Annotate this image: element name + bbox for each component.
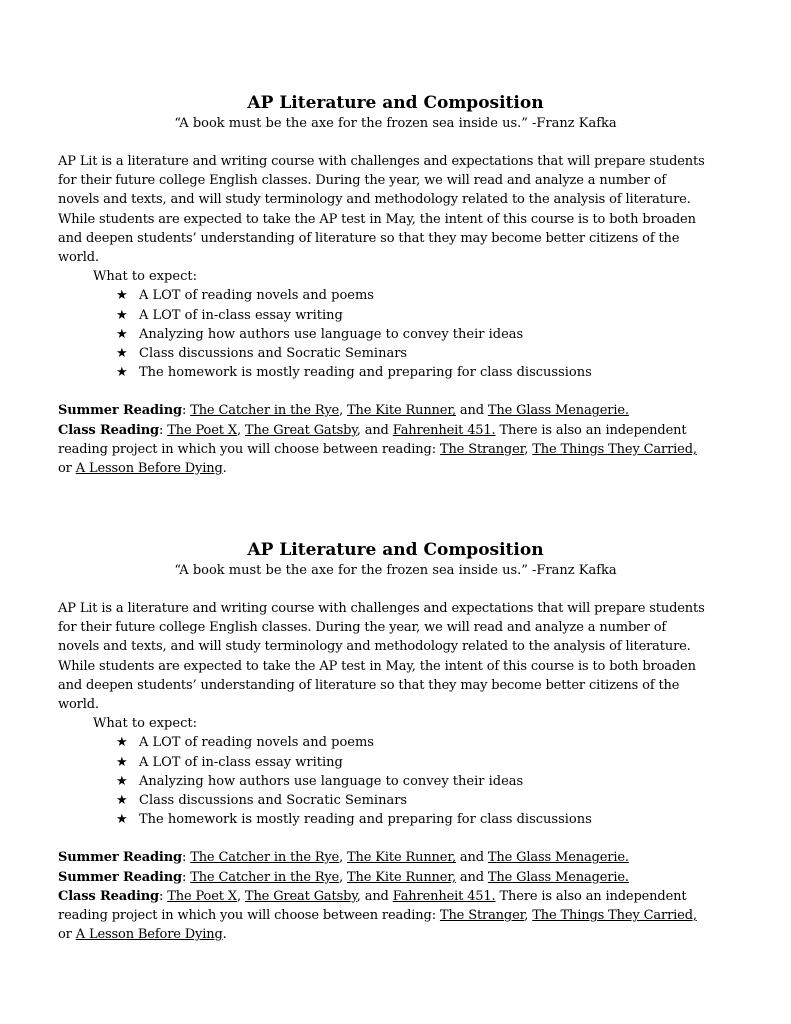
expect-list bbox=[58, 286, 708, 382]
list-item: ★ Analyzing how authors use language to convey their ideas bbox=[116, 772, 708, 791]
star-bullet-icon: ★ bbox=[116, 288, 128, 304]
book-link[interactable]: The Great Gatsby bbox=[244, 888, 357, 904]
book-link[interactable]: The Kite Runner, bbox=[347, 403, 456, 419]
book-link[interactable]: The Great Gatsby bbox=[244, 422, 357, 438]
book-link[interactable]: The Kite Runner, bbox=[347, 869, 456, 885]
page-title: AP Literature and Composition bbox=[247, 93, 544, 113]
list-item: ★ Class discussions and Socratic Seminars bbox=[116, 344, 708, 363]
book-link[interactable]: The Catcher in the Rye bbox=[190, 403, 340, 419]
page-title: AP Literature and Composition bbox=[247, 540, 544, 560]
list-item: ★ Analyzing how authors use language to convey their ideas bbox=[116, 325, 708, 344]
course-section-2 bbox=[58, 539, 708, 944]
book-link[interactable]: The Catcher in the Rye bbox=[190, 869, 340, 885]
star-bullet-icon: ★ bbox=[116, 326, 128, 342]
list-item: ★ The homework is mostly reading and preparing for class discussions bbox=[116, 363, 708, 382]
kafka-quote: “A book must be the axe for the frozen sea inside us.” -Franz Kafka bbox=[174, 116, 617, 131]
book-link[interactable]: The Glass Menagerie. bbox=[487, 869, 629, 885]
book-link[interactable]: The Glass Menagerie. bbox=[487, 403, 629, 419]
book-link[interactable]: The Things They Carried, bbox=[532, 441, 697, 457]
list-item: ★ The homework is mostly reading and preparing for class discussions bbox=[116, 810, 708, 829]
summer-reading-label: Summer Reading bbox=[58, 403, 182, 419]
summer-reading-line: Summer Reading: The Catcher in the Rye, The Kite Runner, and The Glass Menagerie. bbox=[58, 869, 629, 885]
list-item: ★ A LOT of reading novels and poems bbox=[116, 286, 708, 305]
book-link[interactable]: The Glass Menagerie. bbox=[487, 850, 629, 866]
book-link[interactable]: The Catcher in the Rye bbox=[190, 850, 340, 866]
summer-reading-line: Summer Reading: The Catcher in the Rye, The Kite Runner, and The Glass Menagerie. bbox=[58, 403, 629, 419]
kafka-quote: “A book must be the axe for the frozen sea inside us.” -Franz Kafka bbox=[174, 563, 617, 578]
star-bullet-icon: ★ bbox=[116, 754, 128, 770]
summer-reading-label: Summer Reading bbox=[58, 869, 182, 885]
course-section-1 bbox=[58, 92, 708, 478]
star-bullet-icon: ★ bbox=[116, 773, 128, 789]
book-link[interactable]: The Stranger bbox=[439, 908, 525, 924]
list-item: ★ Class discussions and Socratic Seminars bbox=[116, 791, 708, 810]
star-bullet-icon: ★ bbox=[116, 346, 128, 362]
course-description: AP Lit is a literature and writing course with challenges and expectations that will prepare students for their future college English classes. During the year, we will read and analyze a number of novels and texts, and will study terminology and methodology related to the analysis of literature. While students are expected to take the AP test in May, the intent of this course is to both broaden and deepen students’ understanding of literature so that they may become better citizens of the world. bbox=[58, 601, 705, 713]
independent-reading-text: There is also an independent reading project in which you will choose between reading: bbox=[58, 888, 687, 924]
book-link[interactable]: A Lesson Before Dying bbox=[75, 461, 223, 477]
summer-reading-line: Summer Reading: The Catcher in the Rye, The Kite Runner, and The Glass Menagerie. bbox=[58, 850, 629, 866]
course-description: AP Lit is a literature and writing course with challenges and expectations that will prepare students for their future college English classes. During the year, we will read and analyze a number of novels and texts, and will study terminology and methodology related to the analysis of literature. While students are expected to take the AP test in May, the intent of this course is to both broaden and deepen students’ understanding of literature so that they may become better citizens of the world. bbox=[58, 154, 705, 266]
what-to-expect-label: What to expect: bbox=[93, 716, 197, 732]
book-link[interactable]: Fahrenheit 451. bbox=[392, 888, 496, 904]
expect-list bbox=[58, 733, 708, 829]
book-link[interactable]: The Stranger bbox=[439, 441, 525, 457]
list-item: ★ A LOT of reading novels and poems bbox=[116, 733, 708, 752]
book-link[interactable]: A Lesson Before Dying bbox=[75, 927, 223, 943]
list-item: ★ A LOT of in-class essay writing bbox=[116, 753, 708, 772]
class-reading-line: Class Reading: The Poet X, The Great Gatsby, and Fahrenheit 451. There is also an independent reading project in which you will choose between reading: The Stranger, The Things They Carried, or A Lesson Before Dying. bbox=[58, 888, 697, 943]
independent-reading-text: There is also an independent reading project in which you will choose between reading: bbox=[58, 422, 687, 457]
list-item: ★ A LOT of in-class essay writing bbox=[116, 306, 708, 325]
star-bullet-icon: ★ bbox=[116, 812, 128, 828]
book-link[interactable]: Fahrenheit 451. bbox=[392, 422, 496, 438]
star-bullet-icon: ★ bbox=[116, 365, 128, 381]
class-reading-label: Class Reading bbox=[58, 888, 159, 904]
what-to-expect-label: What to expect: bbox=[93, 269, 197, 285]
star-bullet-icon: ★ bbox=[116, 793, 128, 809]
summer-reading-label: Summer Reading bbox=[58, 850, 182, 866]
star-bullet-icon: ★ bbox=[116, 735, 128, 751]
book-link[interactable]: The Poet X bbox=[167, 888, 237, 904]
class-reading-line: Class Reading: The Poet X, The Great Gatsby, and Fahrenheit 451. There is also an independent reading project in which you will choose between reading: The Stranger, The Things They Carried, or A Lesson Before Dying. bbox=[58, 422, 697, 477]
star-bullet-icon: ★ bbox=[116, 307, 128, 323]
book-link[interactable]: The Poet X bbox=[167, 422, 237, 438]
book-link[interactable]: The Things They Carried, bbox=[532, 908, 697, 924]
class-reading-label: Class Reading bbox=[58, 422, 159, 438]
book-link[interactable]: The Kite Runner, bbox=[347, 850, 456, 866]
